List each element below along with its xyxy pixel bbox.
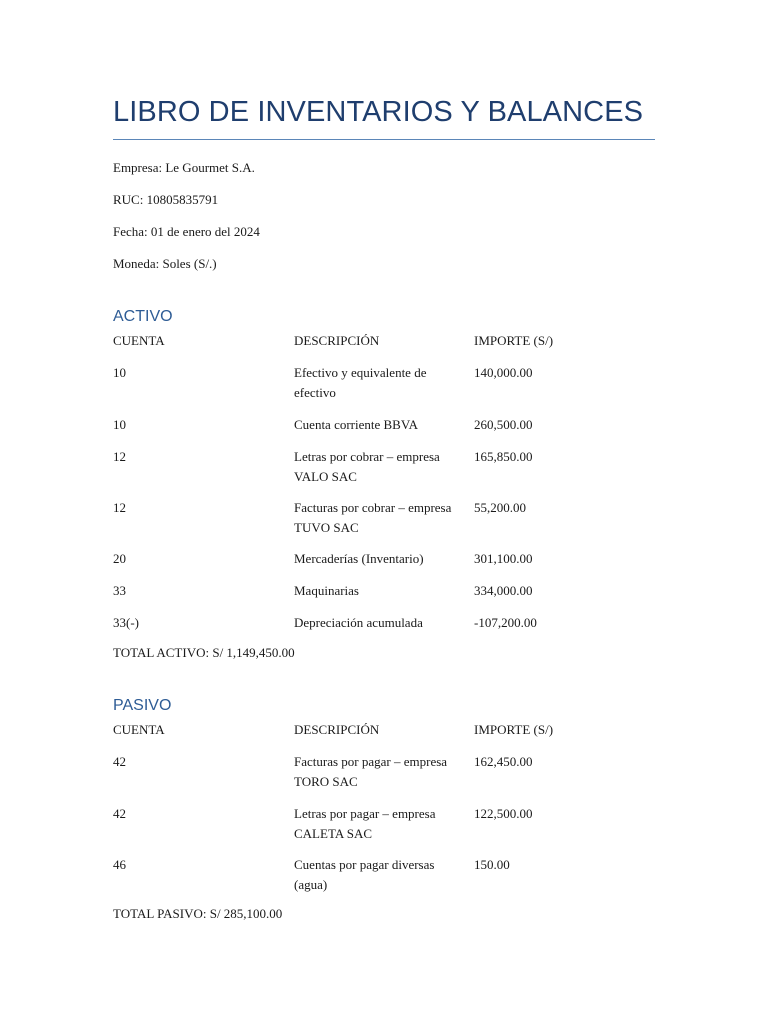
company-ruc: RUC: 10805835791 [113, 192, 219, 207]
column-header-cuenta: CUENTA [113, 722, 165, 737]
table-row-descripcion: Facturas por cobrar – empresa TUVO SAC [294, 500, 452, 535]
table-row-importe: 334,000.00 [474, 583, 533, 598]
table-row-cuenta: 20 [113, 551, 126, 566]
table-row-descripcion: Maquinarias [294, 583, 359, 598]
table-row-descripcion: Mercaderías (Inventario) [294, 551, 424, 566]
table-row-importe: 301,100.00 [474, 551, 533, 566]
table-row-cuenta: 10 [113, 365, 126, 380]
table-row-descripcion: Letras por cobrar – empresa VALO SAC [294, 449, 440, 484]
table-row-cuenta: 12 [113, 500, 126, 515]
table-row-descripcion: Efectivo y equivalente de efectivo [294, 365, 427, 400]
table-row-cuenta: 33 [113, 583, 126, 598]
table-row-descripcion: Letras por pagar – empresa CALETA SAC [294, 806, 436, 841]
table-row-cuenta: 42 [113, 806, 126, 821]
company-name: Empresa: Le Gourmet S.A. [113, 160, 255, 175]
table-row-importe: 162,450.00 [474, 754, 533, 769]
total-activo: TOTAL ACTIVO: S/ 1,149,450.00 [113, 645, 295, 660]
column-header-descripcion: DESCRIPCIÓN [294, 722, 380, 737]
table-row-cuenta: 42 [113, 754, 126, 769]
table-row-cuenta: 33(-) [113, 615, 139, 630]
table-row-descripcion: Cuentas por pagar diversas (agua) [294, 857, 435, 892]
table-row-cuenta: 10 [113, 417, 126, 432]
table-row-importe: 165,850.00 [474, 449, 533, 464]
table-row-descripcion: Cuenta corriente BBVA [294, 417, 418, 432]
table-row-importe: 55,200.00 [474, 500, 526, 515]
pasivo-heading: PASIVO [113, 697, 172, 714]
table-row-importe: 140,000.00 [474, 365, 533, 380]
document-title: LIBRO DE INVENTARIOS Y BALANCES [113, 96, 644, 128]
activo-heading: ACTIVO [113, 308, 173, 325]
total-pasivo: TOTAL PASIVO: S/ 285,100.00 [113, 906, 283, 921]
table-row-importe: 260,500.00 [474, 417, 533, 432]
column-header-cuenta: CUENTA [113, 333, 165, 348]
currency: Moneda: Soles (S/.) [113, 256, 217, 271]
table-row-descripcion: Depreciación acumulada [294, 615, 423, 630]
title-divider [113, 139, 655, 140]
table-row-importe: 122,500.00 [474, 806, 533, 821]
table-row-descripcion: Facturas por pagar – empresa TORO SAC [294, 754, 448, 789]
table-row-cuenta: 46 [113, 857, 126, 872]
document-date: Fecha: 01 de enero del 2024 [113, 224, 260, 239]
table-row-cuenta: 12 [113, 449, 126, 464]
column-header-importe: IMPORTE (S/) [474, 722, 554, 737]
table-row-importe: -107,200.00 [474, 615, 537, 630]
table-row-importe: 150.00 [474, 857, 510, 872]
column-header-importe: IMPORTE (S/) [474, 333, 554, 348]
column-header-descripcion: DESCRIPCIÓN [294, 333, 380, 348]
